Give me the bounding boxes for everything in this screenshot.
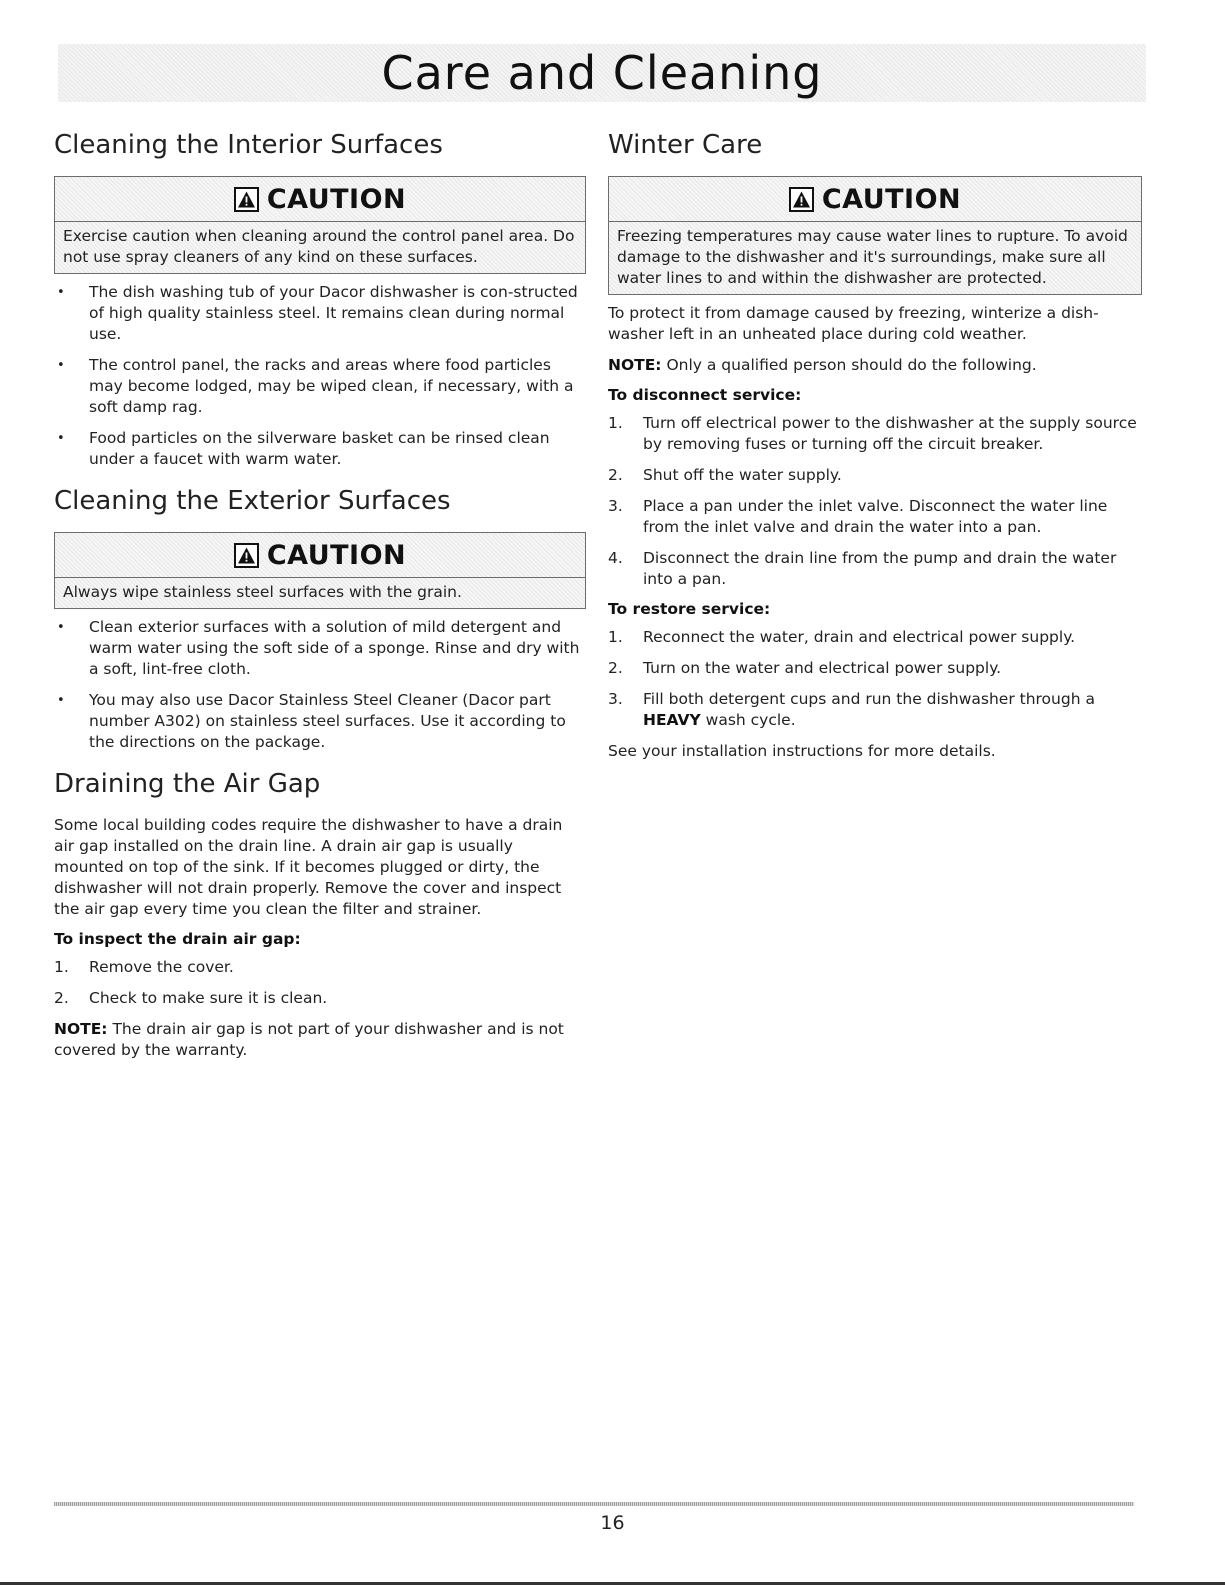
list-item — [608, 689, 1142, 731]
list-item: • Clean exterior surfaces with a solution of mild detergent and warm water using the soft side of a sponge. Rinse and dry with a soft, lint-free cloth. — [54, 617, 586, 680]
note-text: The drain air gap is not part of your dishwasher and is not covered by the warranty. — [54, 1020, 564, 1059]
list-item — [608, 548, 1142, 590]
disconnect-heading: To disconnect service: — [608, 386, 802, 404]
note-text: Only a qualified person should do the following. — [661, 356, 1037, 374]
step-text: Turn off electrical power to the dishwasher at the supply source by removing fuses or turning off the circuit breaker. — [643, 414, 1137, 453]
list-item: • You may also use Dacor Stainless Steel Cleaner (Dacor part number A302) on stainless steel surfaces. Use it according to the directions on the package. — [54, 690, 586, 753]
list-item — [608, 496, 1142, 538]
caution-label: CAUTION — [821, 183, 962, 215]
list-item — [54, 988, 586, 1009]
warning-icon — [234, 543, 259, 568]
air-gap-subheading: To inspect the drain air gap: — [54, 930, 301, 948]
caution-header — [55, 177, 585, 222]
step-number: 2. — [54, 989, 69, 1007]
note-label: NOTE: — [54, 1020, 108, 1038]
step-number: 4. — [608, 549, 623, 567]
step-number: 1. — [608, 628, 623, 646]
warning-icon — [789, 187, 814, 212]
page-title: Care and Cleaning — [381, 46, 823, 100]
list-item — [54, 957, 586, 978]
step-text: Fill both detergent cups and run the dishwasher through a — [643, 690, 1095, 708]
exterior-caution-box — [54, 532, 586, 609]
step-text: Place a pan under the inlet valve. Disconnect the water line from the inlet valve and drain the water into a pan. — [643, 497, 1108, 536]
step-text: Remove the cover. — [89, 958, 234, 976]
list-item: • Food particles on the silverware basket can be rinsed clean under a faucet with warm water. — [54, 428, 586, 470]
winter-footer-text: See your installation instructions for more details. — [608, 742, 996, 760]
air-gap-steps — [54, 957, 586, 1009]
interior-caution-box — [54, 176, 586, 274]
heavy-cycle-label: HEAVY — [643, 711, 701, 729]
list-item — [608, 658, 1142, 679]
step-number: 1. — [54, 958, 69, 976]
disconnect-steps — [608, 413, 1142, 590]
caution-header — [55, 533, 585, 578]
right-column — [608, 128, 1142, 772]
page-number: 16 — [600, 1512, 625, 1534]
note-label: NOTE: — [608, 356, 662, 374]
step-text: Reconnect the water, drain and electrical power supply. — [643, 628, 1076, 646]
exterior-heading: Cleaning the Exterior Surfaces — [54, 486, 451, 516]
left-column — [54, 128, 586, 1071]
caution-header — [609, 177, 1141, 222]
interior-bullets — [54, 282, 586, 470]
caution-label: CAUTION — [266, 183, 407, 215]
list-item — [608, 627, 1142, 648]
step-text: Check to make sure it is clean. — [89, 989, 328, 1007]
winter-heading: Winter Care — [608, 130, 763, 160]
air-gap-heading: Draining the Air Gap — [54, 769, 321, 799]
winter-intro: To protect it from damage caused by freezing, winterize a dish-washer left in an unheated place during cold weather. — [608, 304, 1099, 343]
air-gap-intro: Some local building codes require the dishwasher to have a drain air gap installed on the drain line. A drain air gap is usually mounted on top of the sink. If it becomes plugged or dirty, the dishwasher will not drain properly. Remove the cover and inspect the air gap every time you clean the filter and strainer. — [54, 816, 563, 918]
step-text: wash cycle. — [700, 711, 796, 729]
list-item — [608, 465, 1142, 486]
caution-text: Exercise caution when cleaning around the control panel area. Do not use spray cleaners of any kind on these surfaces. — [63, 227, 575, 266]
step-number: 1. — [608, 414, 623, 432]
air-gap-note — [54, 1019, 586, 1061]
restore-steps — [608, 627, 1142, 731]
caution-text: Freezing temperatures may cause water lines to rupture. To avoid damage to the dishwasher and it's surroundings, make sure all water lines to and within the dishwasher are protected. — [617, 227, 1128, 287]
list-item: • The control panel, the racks and areas where food particles may become lodged, may be wiped clean, if necessary, with a soft damp rag. — [54, 355, 586, 418]
restore-heading: To restore service: — [608, 600, 771, 618]
winter-caution-box — [608, 176, 1142, 295]
title-band — [58, 44, 1146, 102]
warning-icon — [234, 187, 259, 212]
step-number: 2. — [608, 659, 623, 677]
list-item: • The dish washing tub of your Dacor dishwasher is con-structed of high quality stainless steel. It remains clean during normal use. — [54, 282, 586, 345]
step-text: Shut off the water supply. — [643, 466, 842, 484]
list-item — [608, 413, 1142, 455]
exterior-bullets — [54, 617, 586, 753]
step-text: Disconnect the drain line from the pump and drain the water into a pan. — [643, 549, 1117, 588]
step-text: Turn on the water and electrical power supply. — [643, 659, 1002, 677]
step-number: 2. — [608, 466, 623, 484]
interior-heading: Cleaning the Interior Surfaces — [54, 130, 443, 160]
caution-text: Always wipe stainless steel surfaces with the grain. — [63, 583, 462, 601]
step-number: 3. — [608, 497, 623, 515]
caution-label: CAUTION — [266, 539, 407, 571]
footer-divider — [54, 1502, 1134, 1506]
step-number: 3. — [608, 690, 623, 708]
winter-note — [608, 355, 1142, 376]
